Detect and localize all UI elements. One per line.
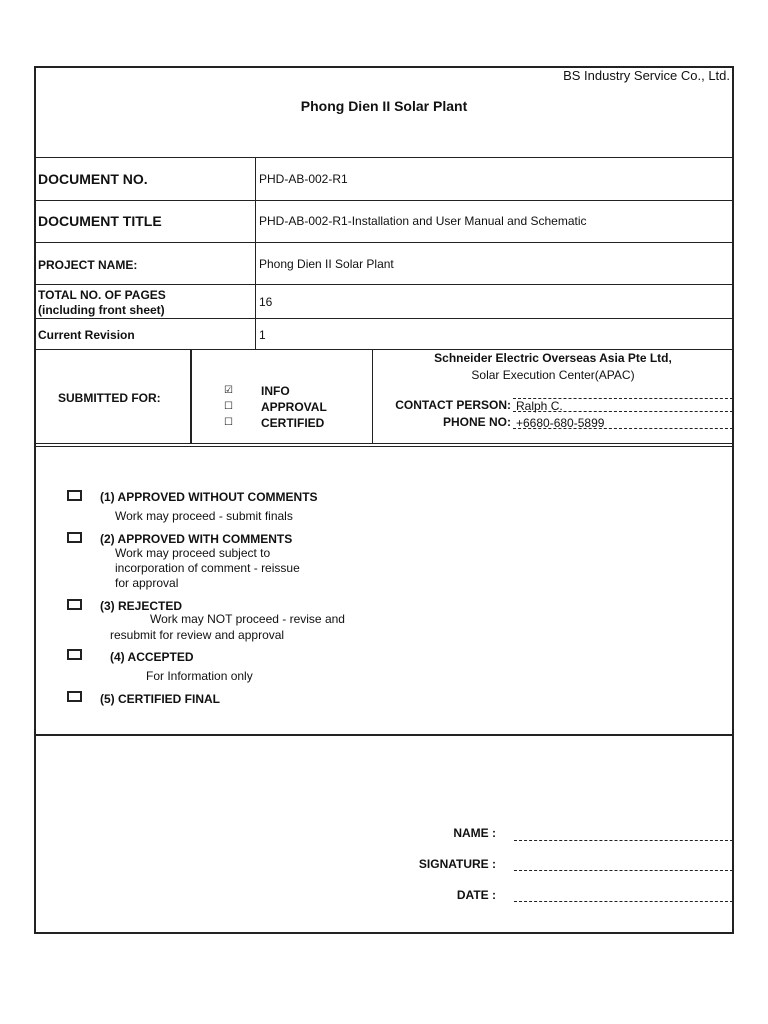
item-2-line: incorporation of comment - reissue [115,561,300,575]
item-3-line: resubmit for review and approval [110,628,285,642]
contact-dotted-line [513,411,733,412]
contact-person-value: Ralph C. [516,399,563,413]
name-label: NAME : [453,826,496,840]
item-4-text: For Information only [146,669,253,683]
submitted-for-label: SUBMITTED FOR: [58,391,161,405]
total-pages-value: 16 [259,295,273,309]
item-1-text: Work may proceed - submit finals [115,509,293,523]
date-label: DATE : [456,888,496,902]
item-3-title: (3) REJECTED [100,599,183,613]
certified-label: CERTIFIED [261,416,325,430]
info-checkbox[interactable]: ☑ [224,385,233,396]
item-2-line: Work may proceed subject to [115,546,271,560]
item-2-text [115,546,300,591]
submitted-option-labels [261,383,327,431]
divider [34,734,734,736]
accepted-checkbox[interactable] [67,649,82,660]
revision-label: Current Revision [38,328,135,342]
contact-dotted-top [513,398,733,399]
submitted-option-boxes [224,383,233,431]
revision-value: 1 [259,328,266,342]
signature-input-line[interactable] [514,870,733,871]
item-3-line: Work may NOT proceed - revise and [150,612,345,626]
phone-value: +6680-680-5899 [516,416,605,430]
info-label: INFO [261,384,290,398]
total-pages-label [38,288,166,318]
name-input-line[interactable] [514,840,733,841]
item-4-title: (4) ACCEPTED [110,650,194,664]
certified-checkbox[interactable]: ☐ [224,417,233,428]
divider [34,284,734,285]
certified-final-checkbox[interactable] [67,691,82,702]
column-divider [255,157,256,349]
divider [34,349,734,350]
divider [34,443,734,444]
total-pages-label-line1: TOTAL NO. OF PAGES [38,288,166,302]
divider [34,157,734,158]
item-1-title: (1) APPROVED WITHOUT COMMENTS [100,490,318,504]
divider [34,242,734,243]
approval-label: APPROVAL [261,400,327,414]
project-name-value: Phong Dien II Solar Plant [259,257,394,271]
project-name-label: PROJECT NAME: [38,258,138,272]
column-divider [190,350,192,444]
contact-person-label: CONTACT PERSON: [395,398,511,412]
item-2-title: (2) APPROVED WITH COMMENTS [100,532,293,546]
contractor-company: Schneider Electric Overseas Asia Pte Ltd, [434,351,672,365]
signature-label: SIGNATURE : [418,857,496,871]
total-pages-label-line2: (including front sheet) [38,303,165,317]
rejected-checkbox[interactable] [67,599,82,610]
document-title-label: DOCUMENT TITLE [38,213,162,229]
approval-checkbox[interactable]: ☐ [224,401,233,412]
divider [34,446,734,447]
phone-label: PHONE NO: [442,415,511,429]
document-title-value: PHD-AB-002-R1-Installation and User Manual and Schematic [259,214,587,228]
date-input-line[interactable] [514,901,733,902]
document-no-value: PHD-AB-002-R1 [259,172,348,186]
approved-without-comments-checkbox[interactable] [67,490,82,501]
item-5-title: (5) CERTIFIED FINAL [100,692,220,706]
company-name: BS Industry Service Co., Ltd. [563,68,730,83]
contractor-division: Solar Execution Center(APAC) [471,368,635,382]
plant-title: Phong Dien II Solar Plant [300,98,468,114]
divider [34,200,734,201]
item-2-line: for approval [115,576,179,590]
phone-dotted-line [513,428,733,429]
divider [34,318,734,319]
document-no-label: DOCUMENT NO. [38,171,148,187]
approved-with-comments-checkbox[interactable] [67,532,82,543]
